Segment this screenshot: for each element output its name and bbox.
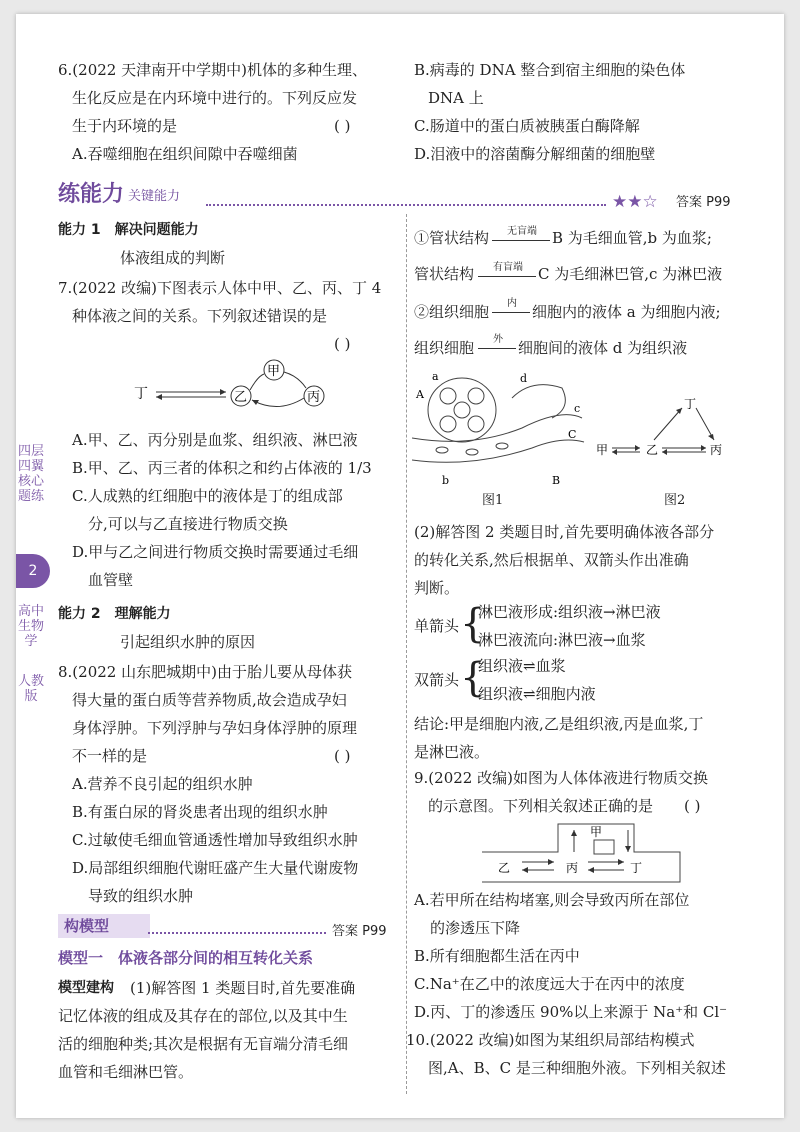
double-rule2: 组织液⇌细胞内液 bbox=[478, 685, 596, 703]
rule3-start: ②组织细胞 bbox=[414, 303, 490, 321]
figure1-caption: 图1 bbox=[482, 493, 504, 508]
q9-line1: 9.(2022 改编)如图为人体体液进行物质交换 bbox=[414, 769, 708, 787]
rule1-end: B 为毛细血管,b 为血浆; bbox=[552, 229, 712, 247]
q8-line3: 身体浮肿。下列浮肿与孕妇身体浮肿的原理 bbox=[72, 719, 358, 737]
q9-node-bing: 丙 bbox=[566, 861, 579, 875]
rule4-arrow-label: 外 bbox=[493, 334, 503, 345]
q7-option-c-cont: 分,可以与乙直接进行物质交换 bbox=[88, 515, 288, 533]
column-divider bbox=[406, 214, 407, 1094]
figure1-tissue bbox=[412, 368, 592, 488]
q8-option-b[interactable]: B.有蛋白尿的肾炎患者出现的组织水肿 bbox=[72, 803, 328, 821]
q9-node-yi: 乙 bbox=[498, 861, 511, 875]
rule4-arrow bbox=[478, 348, 516, 349]
q8-line4: 不一样的是 bbox=[72, 747, 148, 765]
model-divider bbox=[148, 932, 326, 934]
model-build-line3: 活的细胞种类;其次是根据有无盲端分清毛细 bbox=[58, 1035, 349, 1053]
q8-option-a[interactable]: A.营养不良引起的组织水肿 bbox=[72, 775, 253, 793]
q9-line2: 的示意图。下列相关叙述正确的是 bbox=[428, 797, 654, 815]
page bbox=[16, 14, 784, 1118]
section-divider bbox=[206, 204, 606, 206]
q6-line2: 生化反应是在内环境中进行的。下列反应发 bbox=[72, 89, 358, 107]
page-number-badge: 2 bbox=[16, 554, 50, 588]
section-title: 练能力 bbox=[58, 182, 125, 207]
q6-line3: 生于内环境的是 bbox=[72, 117, 178, 135]
q7-option-a[interactable]: A.甲、乙、丙分别是血浆、组织液、淋巴液 bbox=[72, 431, 358, 449]
q7-line1: 7.(2022 改编)下图表示人体中甲、乙、丙、丁 4 bbox=[58, 279, 382, 297]
q9-option-a[interactable]: A.若甲所在结构堵塞,则会导致丙所在部位 bbox=[414, 891, 690, 909]
fig1-label-B: B bbox=[552, 474, 561, 487]
double-arrow-label: 双箭头 bbox=[414, 671, 460, 689]
q6-option-d[interactable]: D.泪液中的溶菌酶分解细菌的细胞壁 bbox=[414, 145, 656, 163]
fig1-label-c: c bbox=[574, 402, 581, 415]
fig2-node-jia: 甲 bbox=[596, 443, 609, 457]
q7-option-b[interactable]: B.甲、乙、丙三者的体积之和约占体液的 1/3 bbox=[72, 459, 372, 477]
q10-line1: 10.(2022 改编)如图为某组织局部结构模式 bbox=[406, 1031, 695, 1049]
sidebar-edition: 人教版 bbox=[17, 674, 44, 704]
ability1-label: 能力 1 解决问题能力 bbox=[58, 222, 199, 238]
q9-node-ding: 丁 bbox=[630, 861, 643, 875]
rule2-start: 管状结构 bbox=[414, 265, 475, 283]
q7-option-d[interactable]: D.甲与乙之间进行物质交换时需要通过毛细 bbox=[72, 543, 359, 561]
q8-option-d[interactable]: D.局部组织细胞代谢旺盛产生大量代谢废物 bbox=[72, 859, 359, 877]
single-brace: { bbox=[460, 601, 486, 647]
rule1-arrow-label: 无盲端 bbox=[507, 226, 537, 237]
single-arrow-label: 单箭头 bbox=[414, 617, 460, 635]
q7-option-d-cont: 血管壁 bbox=[88, 571, 134, 589]
q7-node-yi: 乙 bbox=[234, 390, 248, 405]
sidebar-series: 四层四翼 核心题练 bbox=[17, 444, 44, 504]
model-build-line1: (1)解答图 1 类题目时,首先要准确 bbox=[130, 979, 356, 997]
conclusion-line1: 结论:甲是细胞内液,乙是组织液,丙是血浆,丁 bbox=[414, 715, 704, 733]
q6-option-b[interactable]: B.病毒的 DNA 整合到宿主细胞的染色体 bbox=[414, 61, 686, 79]
sidebar-subject: 高中生物学 bbox=[17, 604, 44, 649]
q6-option-b-cont: DNA 上 bbox=[428, 89, 484, 107]
fig1-label-a: a bbox=[432, 370, 439, 383]
section-subtitle: 关键能力 bbox=[128, 189, 181, 204]
q6-option-a[interactable]: A.吞噬细胞在组织间隙中吞噬细菌 bbox=[72, 145, 298, 163]
conclusion-line2: 是淋巴液。 bbox=[414, 743, 490, 761]
q9-option-d[interactable]: D.丙、丁的渗透压 90%以上来源于 Na⁺和 Cl⁻ bbox=[414, 1003, 728, 1021]
p2-line1: (2)解答图 2 类题目时,首先要明确体液各部分 bbox=[414, 523, 715, 541]
rule4-end: 细胞间的液体 d 为组织液 bbox=[518, 339, 688, 357]
ability2-topic: 引起组织水肿的原因 bbox=[120, 633, 256, 651]
rule3-arrow-label: 内 bbox=[507, 298, 517, 309]
q8-option-d-cont: 导致的组织水肿 bbox=[88, 887, 194, 905]
rule1-start: ①管状结构 bbox=[414, 229, 490, 247]
q7-node-ding: 丁 bbox=[134, 386, 148, 402]
q7-node-jia: 甲 bbox=[267, 364, 281, 379]
q8-answer-paren: ( ) bbox=[334, 747, 351, 765]
q6-line1: 6.(2022 天津南开中学期中)机体的多种生理、 bbox=[58, 61, 367, 79]
double-rule1: 组织液⇌血浆 bbox=[478, 657, 566, 675]
difficulty-stars: ★★☆ bbox=[612, 192, 658, 212]
q8-option-c[interactable]: C.过敏使毛细血管通透性增加导致组织水肿 bbox=[72, 831, 358, 849]
model-build-line4: 血管和毛细淋巴管。 bbox=[58, 1063, 194, 1081]
single-rule2: 淋巴液流向:淋巴液→血浆 bbox=[478, 631, 646, 649]
section-answer-ref: 答案 P99 bbox=[676, 195, 731, 210]
q7-line2: 种体液之间的关系。下列叙述错误的是 bbox=[72, 307, 328, 325]
p2-line3: 判断。 bbox=[414, 579, 460, 597]
rule4-start: 组织细胞 bbox=[414, 339, 475, 357]
rule3-arrow bbox=[492, 312, 530, 313]
model-build-label: 模型建构 bbox=[58, 980, 114, 996]
q10-line2: 图,A、B、C 是三种细胞外液。下列相关叙述 bbox=[428, 1059, 726, 1077]
model-title: 模型一 体液各部分间的相互转化关系 bbox=[58, 949, 314, 967]
figure2-caption: 图2 bbox=[664, 493, 686, 508]
q7-answer-paren: ( ) bbox=[334, 335, 351, 353]
q7-diagram bbox=[126, 358, 336, 418]
double-brace: { bbox=[460, 655, 486, 701]
p2-line2: 的转化关系,然后根据单、双箭头作出准确 bbox=[414, 551, 689, 569]
q9-node-jia: 甲 bbox=[590, 825, 603, 839]
ability2-label: 能力 2 理解能力 bbox=[58, 606, 171, 622]
q7-node-bing: 丙 bbox=[307, 390, 321, 405]
model-answer-ref: 答案 P99 bbox=[332, 924, 387, 939]
single-rule1: 淋巴液形成:组织液→淋巴液 bbox=[478, 603, 661, 621]
model-build-line2: 记忆体液的组成及其存在的部位,以及其中生 bbox=[58, 1007, 348, 1025]
rule2-arrow bbox=[478, 276, 536, 277]
rule2-end: C 为毛细淋巴管,c 为淋巴液 bbox=[538, 265, 723, 283]
rule3-end: 细胞内的液体 a 为细胞内液; bbox=[532, 303, 721, 321]
ability1-topic: 体液组成的判断 bbox=[120, 249, 226, 267]
fig2-node-yi: 乙 bbox=[646, 443, 659, 457]
q6-option-c[interactable]: C.肠道中的蛋白质被胰蛋白酶降解 bbox=[414, 117, 640, 135]
fig1-label-C: C bbox=[568, 428, 577, 441]
rule2-arrow-label: 有盲端 bbox=[493, 262, 523, 273]
q7-option-c[interactable]: C.人成熟的红细胞中的液体是丁的组成部 bbox=[72, 487, 343, 505]
model-tag: 构模型 bbox=[58, 914, 150, 938]
rule1-arrow bbox=[492, 240, 550, 241]
q9-answer-paren: ( ) bbox=[684, 797, 701, 815]
q8-line1: 8.(2022 山东肥城期中)由于胎儿要从母体获 bbox=[58, 663, 352, 681]
fig1-label-d: d bbox=[520, 372, 528, 385]
q9-option-b[interactable]: B.所有细胞都生活在丙中 bbox=[414, 947, 580, 965]
figure2-diagram bbox=[596, 394, 746, 474]
fig1-label-A: A bbox=[416, 388, 424, 401]
q9-option-c[interactable]: C.Na⁺在乙中的浓度远大于在丙中的浓度 bbox=[414, 975, 685, 993]
fig2-node-ding: 丁 bbox=[684, 397, 697, 411]
q9-diagram bbox=[482, 822, 682, 884]
q6-answer-paren: ( ) bbox=[334, 117, 351, 135]
q8-line2: 得大量的蛋白质等营养物质,故会造成孕妇 bbox=[72, 691, 347, 709]
q9-option-a-cont: 的渗透压下降 bbox=[430, 919, 521, 937]
fig1-label-b: b bbox=[442, 474, 450, 487]
fig2-node-bing: 丙 bbox=[710, 443, 723, 457]
